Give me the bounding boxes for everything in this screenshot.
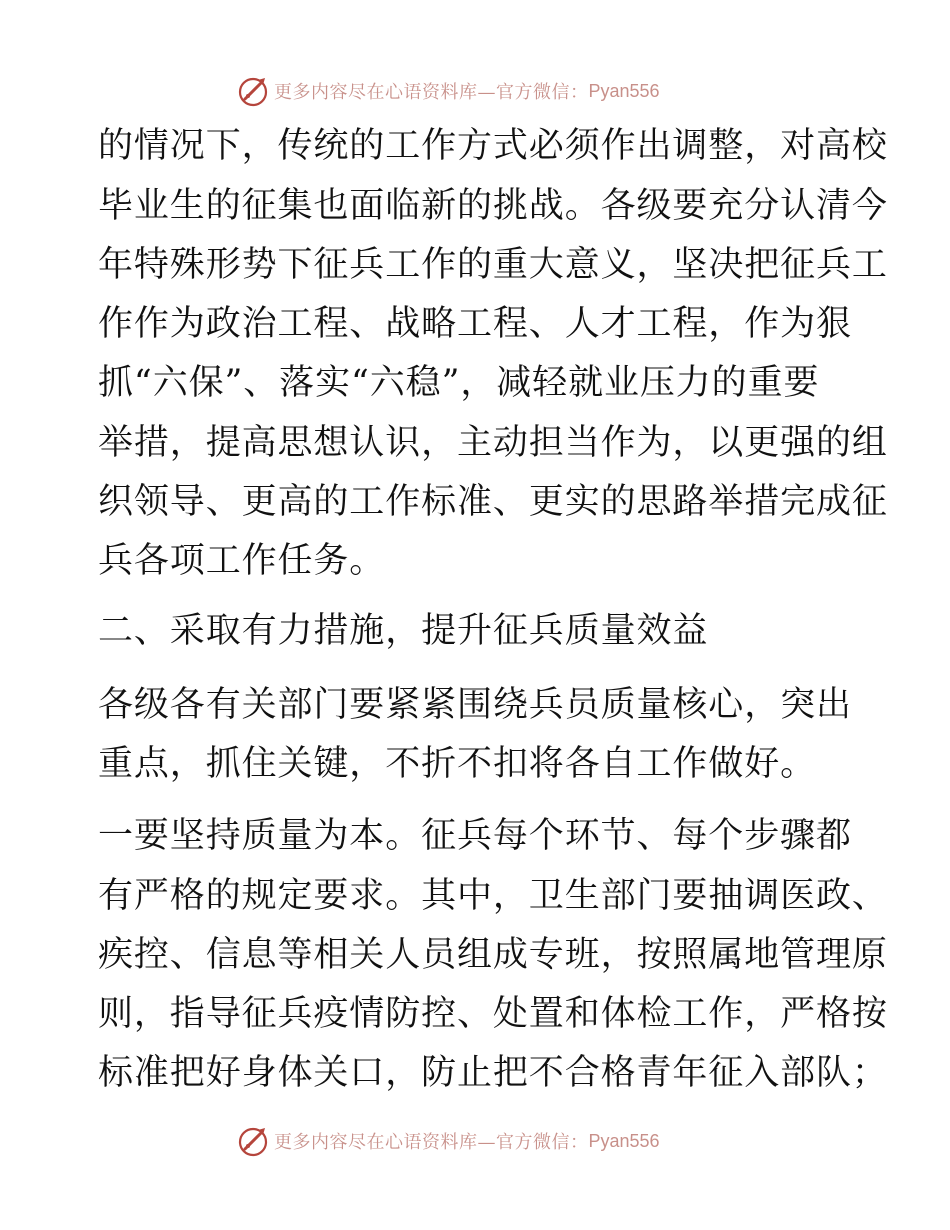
text-line: 的情况下，传统的工作方式必须作出调整，对高校: [98, 126, 888, 166]
text-line: 年特殊形势下征兵工作的重大意义，坚决把征兵工: [98, 245, 888, 285]
watermark-text: 更多内容尽在心语资料库—官方微信：: [274, 1132, 589, 1153]
text-line: 重点，抓住关键，不折不扣将各自工作做好。: [98, 744, 817, 784]
footer-watermark: [236, 1124, 660, 1158]
quill-logo-icon: [236, 74, 270, 108]
text-line: 毕业生的征集也面临新的挑战。各级要充分认清今: [98, 186, 888, 226]
header-watermark: [236, 74, 660, 108]
text-line: 疾控、信息等相关人员组成专班，按照属地管理原: [98, 935, 888, 975]
text-line: 抓“六保”、落实“六稳”，减轻就业压力的重要: [98, 363, 820, 403]
text-line: 作作为政治工程、战略工程、人才工程，作为狠: [98, 304, 852, 344]
text-line: 一要坚持质量为本。征兵每个环节、每个步骤都: [98, 816, 852, 856]
text-line: 举措，提高思想认识，主动担当作为，以更强的组: [98, 423, 888, 463]
section-heading: 二、采取有力措施，提升征兵质量效益: [98, 611, 709, 651]
text-line: 标准把好身体关口，防止把不合格青年征入部队；: [98, 1053, 888, 1093]
watermark-text: 更多内容尽在心语资料库—官方微信：: [274, 82, 589, 103]
watermark-wechat-id: Pyan556: [588, 1130, 660, 1151]
watermark-wechat-id: Pyan556: [588, 80, 660, 101]
text-line: 兵各项工作任务。: [98, 541, 386, 581]
quill-logo-icon: [236, 1124, 270, 1158]
text-line: 则，指导征兵疫情防控、处置和体检工作，严格按: [98, 994, 888, 1034]
text-line: 织领导、更高的工作标准、更实的思路举措完成征: [98, 482, 888, 522]
text-line: 有严格的规定要求。其中，卫生部门要抽调医政、: [98, 876, 888, 916]
text-line: 各级各有关部门要紧紧围绕兵员质量核心，突出: [98, 685, 852, 725]
